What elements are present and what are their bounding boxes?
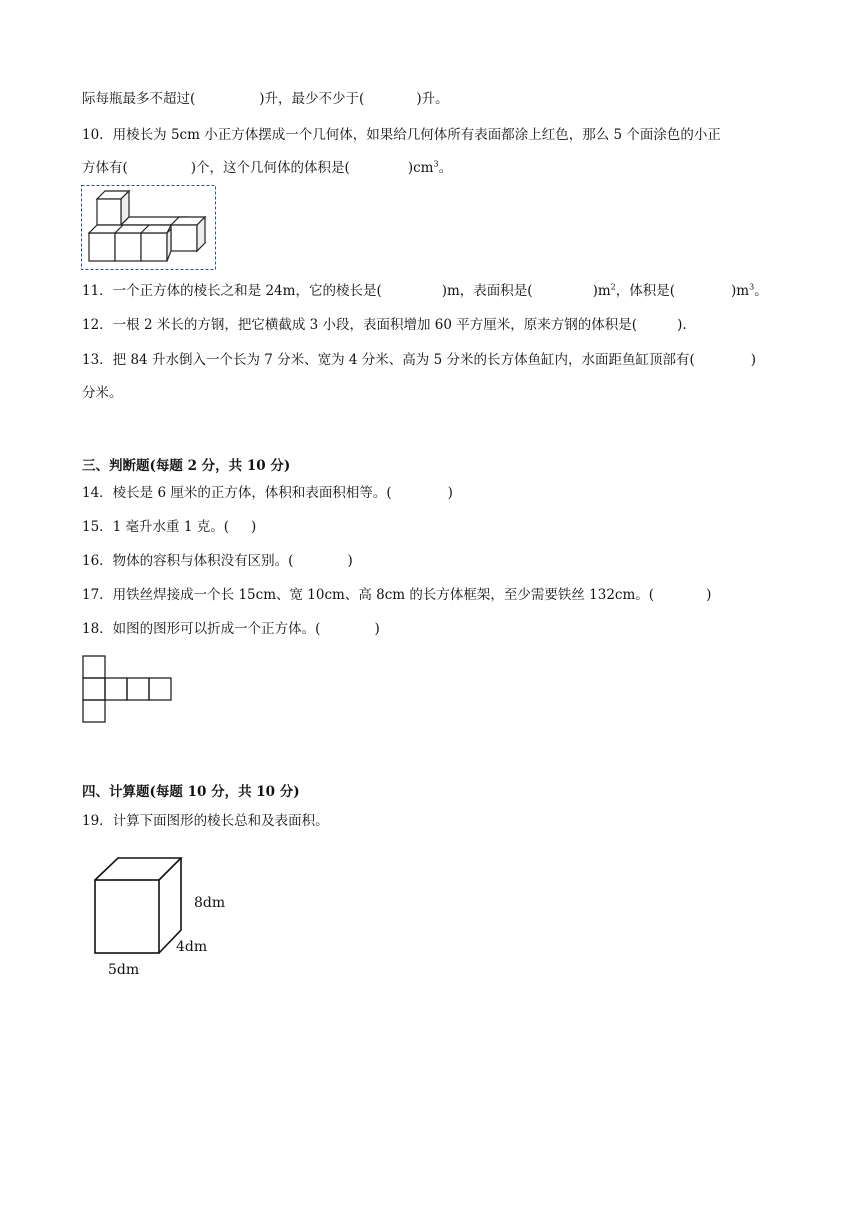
question-13-line2: 分米。	[82, 385, 123, 401]
question-16: 16．物体的容积与体积没有区别。( )	[82, 553, 353, 569]
section-3-title: 三、判断题(每题 2 分，共 10 分)	[82, 458, 291, 474]
height-label: 8dm	[194, 895, 226, 911]
question-12: 12．一根 2 米长的方钢，把它横截成 3 小段，表面积增加 60 平方厘米，原来方钢的体积是( ).	[82, 317, 687, 333]
question-11: 11．一个正方体的棱长之和是 24m，它的棱长是( )m，表面积是( )$m^2$，体积是( )$m^3$。	[82, 282, 768, 299]
question-14: 14．棱长是 6 厘米的正方体，体积和表面积相等。( )	[82, 485, 453, 501]
question-15: 15．1 毫升水重 1 克。( )	[82, 519, 257, 535]
question-10-line1: 10．用棱长为 5cm 小正方体摆成一个几何体，如果给几何体所有表面都涂上红色，那么 5 个面涂色的小正	[82, 127, 721, 143]
section-4-title: 四、计算题(每题 10 分，共 10 分)	[82, 784, 300, 800]
question-19: 19．计算下面图形的棱长总和及表面积。	[82, 813, 329, 829]
question-9-line2: 际每瓶最多不超过( )升，最少不少于( )升。	[82, 91, 449, 107]
question-18: 18．如图的图形可以折成一个正方体。( )	[82, 621, 380, 637]
cube-net-figure	[82, 655, 174, 725]
width-label: 4dm	[176, 939, 208, 955]
length-label: 5dm	[108, 962, 140, 978]
cuboid-figure	[88, 850, 238, 980]
question-13-line1: 13．把 84 升水倒入一个长为 7 分米、宽为 4 分米、高为 5 分米的长方体鱼缸内，水面距鱼缸顶部有( )	[82, 352, 757, 368]
question-10-line2: 方体有( )个，这个几何体的体积是( )$cm^3$。	[82, 159, 453, 176]
question-17: 17．用铁丝焊接成一个长 15cm、宽 10cm、高 8cm 的长方体框架，至少需要铁丝 132cm。( )	[82, 587, 712, 603]
cube-stack-figure	[81, 185, 217, 271]
